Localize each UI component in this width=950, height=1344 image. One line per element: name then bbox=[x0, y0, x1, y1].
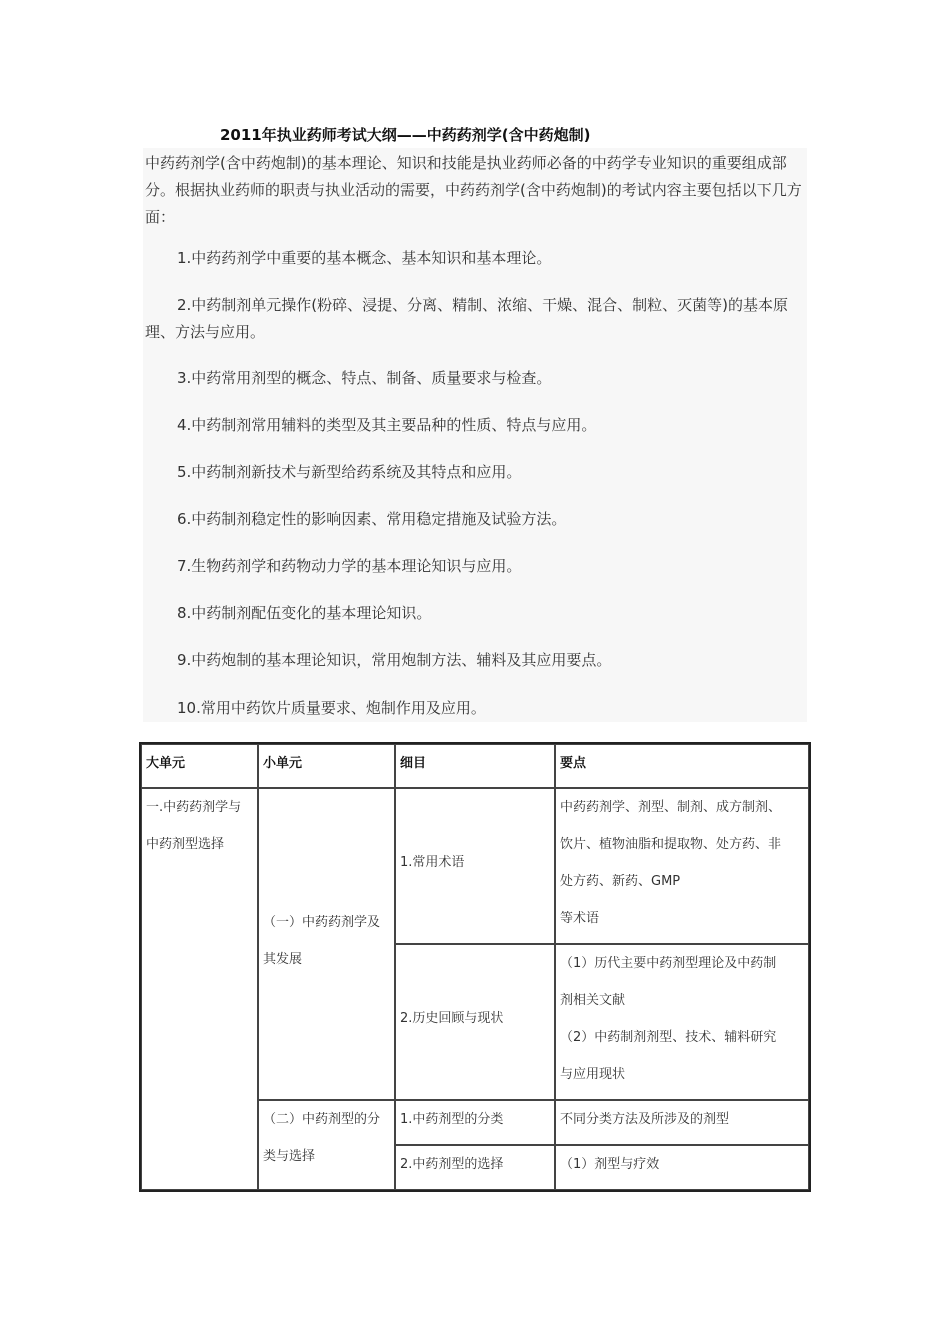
table-cell-major-unit bbox=[141, 788, 258, 1190]
table-cell-point bbox=[555, 944, 809, 1100]
list-item: 4.中药制剂常用辅料的类型及其主要品种的性质、特点与应用。 bbox=[177, 416, 597, 434]
table-cell-detail bbox=[395, 1145, 555, 1190]
cell-text: 中药药剂学、剂型、制剂、成方制剂、 bbox=[560, 800, 782, 815]
list-item: 9.中药炮制的基本理论知识，常用炮制方法、辅料及其应用要点。 bbox=[177, 651, 612, 669]
cell-text: 不同分类方法及所涉及的剂型 bbox=[560, 1112, 730, 1127]
cell-text: 一.中药药剂学与 bbox=[146, 800, 242, 815]
cell-text: 处方药、新药、GMP bbox=[560, 874, 681, 889]
table-cell-detail bbox=[395, 944, 555, 1100]
table-header-cell: 要点 bbox=[555, 744, 809, 788]
list-item: 6.中药制剂稳定性的影响因素、常用稳定措施及试验方法。 bbox=[177, 510, 567, 528]
table-header-cell: 小单元 bbox=[258, 744, 395, 788]
cell-text: 1.常用术语 bbox=[400, 855, 465, 870]
cell-text: 1.中药剂型的分类 bbox=[400, 1112, 504, 1127]
cell-text: （1）历代主要中药剂型理论及中药制 bbox=[560, 956, 777, 971]
cell-text: 2.中药剂型的选择 bbox=[400, 1157, 504, 1172]
table-cell-point bbox=[555, 1145, 809, 1190]
table-cell-point bbox=[555, 1100, 809, 1145]
list-item: 10.常用中药饮片质量要求、炮制作用及应用。 bbox=[177, 699, 486, 717]
list-item: 1.中药药剂学中重要的基本概念、基本知识和基本理论。 bbox=[177, 249, 552, 267]
table-cell-point bbox=[555, 788, 809, 944]
cell-text: 中药剂型选择 bbox=[146, 837, 225, 852]
cell-text: 其发展 bbox=[263, 952, 303, 967]
cell-text: 2.历史回顾与现状 bbox=[400, 1011, 504, 1026]
list-item: 7.生物药剂学和药物动力学的基本理论知识与应用。 bbox=[177, 557, 522, 575]
page-title: 2011年执业药师考试大纲——中药药剂学(含中药炮制) bbox=[220, 126, 591, 144]
cell-text: （2）中药制剂剂型、技术、辅料研究 bbox=[560, 1030, 777, 1045]
cell-text: 类与选择 bbox=[263, 1149, 316, 1164]
list-item: 5.中药制剂新技术与新型给药系统及其特点和应用。 bbox=[177, 463, 522, 481]
list-item: 2.中药制剂单元操作(粉碎、浸提、分离、精制、浓缩、干燥、混合、制粒、灭菌等)的基本原理、方法与应用。 bbox=[145, 296, 789, 341]
cell-text: 饮片、植物油脂和提取物、处方药、非 bbox=[560, 837, 782, 852]
cell-text: （1）剂型与疗效 bbox=[560, 1157, 660, 1172]
list-item: 3.中药常用剂型的概念、特点、制备、质量要求与检查。 bbox=[177, 369, 552, 387]
cell-text: （二）中药剂型的分 bbox=[263, 1112, 381, 1127]
cell-text: 等术语 bbox=[560, 911, 600, 926]
intro-paragraph: 中药药剂学(含中药炮制)的基本理论、知识和技能是执业药师必备的中药学专业知识的重要组成部分。根据执业药师的职责与执业活动的需要，中药药剂学(含中药炮制)的考试内容主要包括以下几方面： bbox=[145, 154, 802, 226]
table-cell-detail bbox=[395, 788, 555, 944]
table-header-cell: 细目 bbox=[395, 744, 555, 788]
list-item: 8.中药制剂配伍变化的基本理论知识。 bbox=[177, 604, 432, 622]
table-cell-minor-unit bbox=[258, 788, 395, 1100]
cell-text: 与应用现状 bbox=[560, 1067, 626, 1082]
cell-text: 剂相关文献 bbox=[560, 993, 626, 1008]
cell-text: （一）中药药剂学及 bbox=[263, 915, 381, 930]
table-cell-detail bbox=[395, 1100, 555, 1145]
table-cell-minor-unit bbox=[258, 1100, 395, 1190]
table-header-cell: 大单元 bbox=[141, 744, 258, 788]
